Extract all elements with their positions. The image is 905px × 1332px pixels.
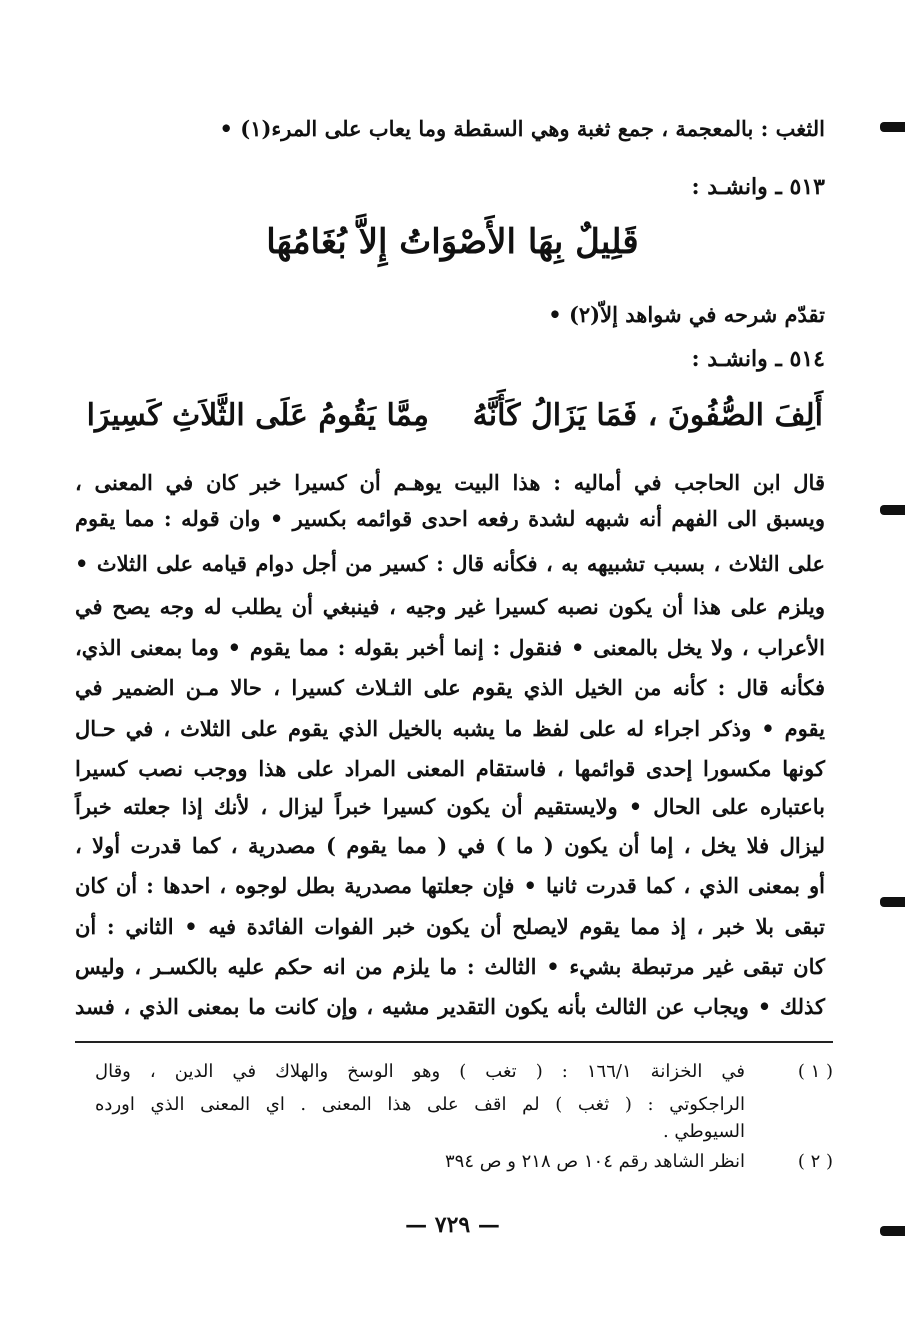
- body-line: أو بمعنى الذي ، كما قدرت ثانيا • فإن جعلتها مصدرية بطل لوجوه ، احدها : أن كان: [75, 873, 825, 898]
- body-line: الأعراب ، ولا يخل بالمعنى • فنقول : إنما أخبر بقوله : مما يقوم • وما بمعنى الذي،: [75, 635, 825, 660]
- binding-mark: [880, 505, 905, 515]
- footnote-line: السيوطي .: [662, 1121, 745, 1142]
- body-line: تبقى بلا خبر ، إذ مما يقوم لايصلح أن يكون خبر الفوات الفائدة فيه • الثاني : أن: [75, 914, 825, 939]
- section-heading: ٥١٣ ـ وانشـد :: [691, 174, 825, 200]
- body-line: ويلزم على هذا أن يكون نصبه كسيرا غير وجيه ، فينبغي أن يطلب له وجه يصح في: [75, 594, 825, 619]
- footnote-divider: [75, 1041, 833, 1043]
- text-line: تقدّم شرحه في شواهد إلاّ(٢) •: [548, 302, 825, 327]
- body-line: فكأنه قال : كأنه من الخيل الذي يقوم على الثـلاث كسيرا ، حالا مـن الضمير في: [75, 675, 825, 700]
- body-line: قال ابن الحاجب في أماليه : هذا البيت يوهـم أن كسيرا خبر كان في المعنى ،: [75, 470, 825, 495]
- binding-mark: [880, 897, 905, 907]
- footnote-line: في الخزانة ١٦٦/١ : ( تغب ) وهو الوسخ والهلاك في الدين ، وقال: [95, 1061, 746, 1082]
- page-number: — ٧٢٩ —: [405, 1212, 500, 1238]
- body-line: كذلك • ويجاب عن الثالث بأنه يكون التقدير مشيه ، وإن كانت ما بمعنى الذي ، فسد: [75, 994, 825, 1019]
- binding-mark: [880, 122, 905, 132]
- verse: قَلِيلٌ بِهَا الأَصْوَاتُ إِلاَّ بُغَامُهَا: [266, 222, 639, 262]
- footnote-line: الراجكوتي : ( ثغب ) لم اقف على هذا المعنى . اي المعنى الذي اورده: [95, 1094, 745, 1115]
- section-heading: ٥١٤ ـ وانشـد :: [691, 346, 825, 372]
- footnote-line: انظر الشاهد رقم ١٠٤ ص ٢١٨ و ص ٣٩٤: [444, 1151, 745, 1172]
- verse-second-hemistich: مِمَّا يَقُومُ عَلَى الثَّلاَثِ كَسِيرَا: [86, 398, 429, 433]
- text-line: الثغب : بالمعجمة ، جمع ثغبة وهي السقطة وما يعاب على المرء(١) •: [219, 116, 825, 141]
- body-line: باعتباره على الحال • ولايستقيم أن يكون كسيرا خبراً ليزال ، لأنك إذا جعلته خبراً: [75, 794, 825, 819]
- footnote-number: ( ٢ ): [797, 1151, 833, 1172]
- body-line: يقوم • وذكر اجراء له على لفظ ما يشبه بالخيل الذي يقوم على الثلاث ، في حـال: [75, 716, 825, 741]
- body-line: كونها مكسورا إحدى قوائمها ، فاستقام المعنى المراد على هذا ووجب نصب كسيرا: [75, 756, 825, 781]
- footnote-number: ( ١ ): [797, 1061, 833, 1082]
- body-line: ليزال فلا يخل ، إما أن يكون ( ما ) في ( مما يقوم ) مصدرية ، كما قدرت أولا ،: [75, 833, 825, 858]
- verse-first-hemistich: أَلِفَ الصُّفُونَ ، فَمَا يَزَالُ كَأَنَّهُ: [472, 398, 823, 433]
- body-line: على الثلاث ، بسبب تشبيهه به ، فكأنه قال : كسير من أجل دوام قيامه على الثلاث •: [75, 551, 825, 576]
- body-line: كان تبقى غير مرتبطة بشيء • الثالث : ما يلزم من انه حكم عليه بالكسـر ، وليس: [75, 954, 825, 979]
- body-line: ويسبق الى الفهم أنه شبهه لشدة رفعه احدى قوائمه بكسير • وان قوله : مما يقوم: [75, 506, 825, 531]
